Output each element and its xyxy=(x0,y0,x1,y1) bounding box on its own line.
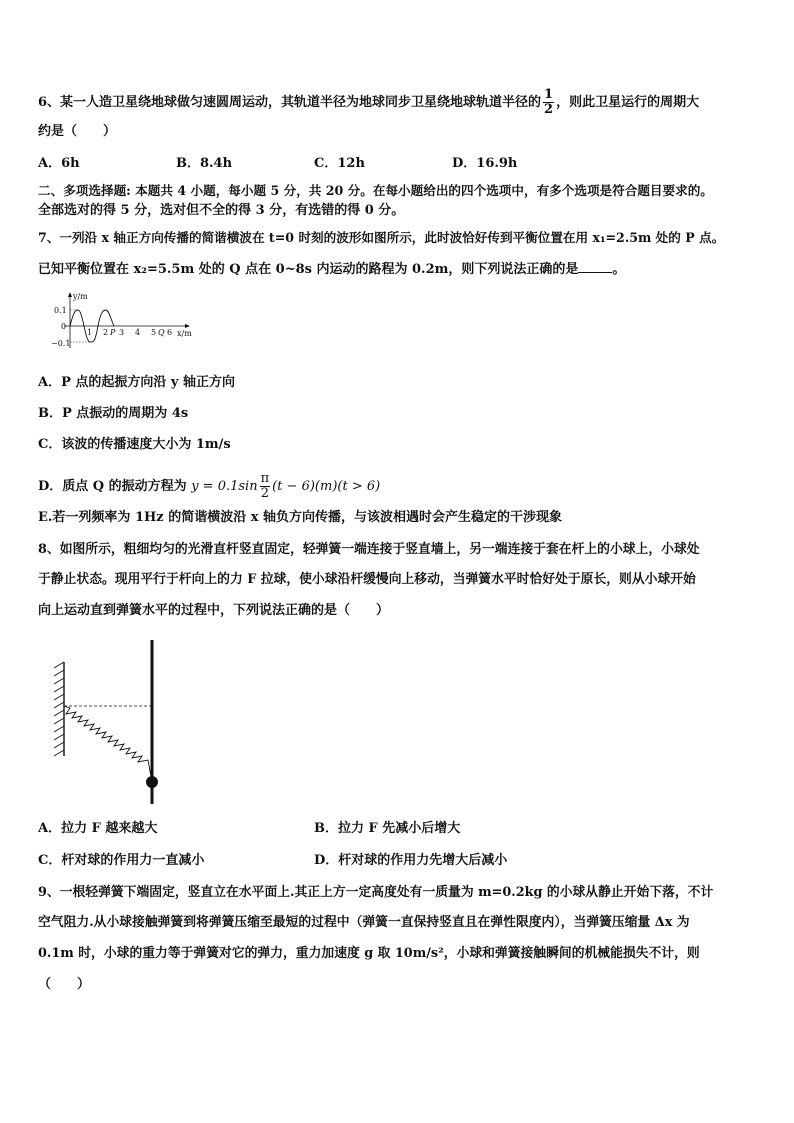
q-label: Q xyxy=(158,328,165,337)
q6-line1 xyxy=(38,88,699,117)
q9-line1: 9、一根轻弹簧下端固定，竖直立在水平面上.其正上方一定高度处有一质量为 m=0.2kg 的小球从静止开始下落，不计 xyxy=(38,885,714,900)
q7-option-e: E.若一列频率为 1Hz 的简谐横波沿 x 轴负方向传播，与该波相遇时会产生稳定的干涉现象 xyxy=(38,510,562,525)
q6-text-a: 6、某一人造卫星绕地球做匀速圆周运动，其轨道半径为地球同步卫星绕地球轨道半径的 xyxy=(38,95,542,110)
x-axis-arrow xyxy=(185,324,190,328)
q6-text-b: ，则此卫星运行的周期大 xyxy=(556,95,700,110)
q8-line3: 向上运动直到弹簧水平的过程中，下列说法正确的是（ ） xyxy=(38,603,390,618)
q6-fraction xyxy=(543,88,554,117)
q8-option-a: A．拉力 F 越来越大 xyxy=(38,821,158,836)
q6-option-d: D．16.9h xyxy=(452,156,518,171)
section2-line1: 二、多项选择题: 本题共 4 小题，每小题 5 分，共 20 分。在每小题给出的四个选项中，有多个选项是符合题目要求的。 xyxy=(38,183,713,198)
q7-equation-b: (t − 6)(m)(t > 6) xyxy=(272,479,381,494)
x-tick-5: 5 xyxy=(151,328,157,337)
q7-option-b: B．P 点振动的周期为 4s xyxy=(38,406,189,421)
x-tick-4: 4 xyxy=(135,328,141,337)
y-tick-top: 0.1 xyxy=(54,306,67,315)
q7-eq-den: 2 xyxy=(260,486,269,501)
q7-eq-num: π xyxy=(260,471,270,486)
q7-equation-fraction xyxy=(260,472,271,501)
q7-line2-text: 已知平衡位置在 x₂=5.5m 处的 Q 点在 0~8s 内运动的路程为 0.2m，则下列说法正确的是 xyxy=(38,262,579,277)
x-tick-1: 1 xyxy=(87,328,93,337)
q7-option-a: A．P 点的起振方向沿 y 轴正方向 xyxy=(38,375,235,390)
wave-graph xyxy=(50,290,210,350)
y-tick-bottom: −0.1 xyxy=(51,339,71,348)
spring xyxy=(64,706,152,782)
q6-option-a: A．6h xyxy=(38,156,80,171)
q6-frac-num: 1 xyxy=(544,87,554,102)
q8-option-b: B．拉力 F 先减小后增大 xyxy=(314,821,461,836)
q7-line1: 7、一列沿 x 轴正方向传播的简谐横波在 t=0 时刻的波形如图所示，此时波恰好传到平衡位置在用 x₁=2.5m 处的 P 点。 xyxy=(38,230,725,245)
q7-line2-end: 。 xyxy=(612,262,626,277)
q8-option-d: D．杆对球的作用力先增大后减小 xyxy=(314,853,508,868)
wall-hatching xyxy=(54,662,64,756)
q9-line3: 0.1m 时，小球的重力等于弹簧对它的弹力，重力加速度 g 取 10m/s²，小球和弹簧接触瞬间的机械能损失不计，则 xyxy=(38,946,700,961)
q7-option-d xyxy=(38,472,380,501)
q7-answer-blank xyxy=(578,260,612,273)
ball xyxy=(146,776,158,788)
x-axis-label: x/m xyxy=(177,329,192,338)
q6-frac-den: 2 xyxy=(544,102,554,117)
y-tick-zero: 0 xyxy=(61,322,67,331)
section2-line2: 全部选对的得 5 分，选对但不全的得 3 分，有选错的得 0 分。 xyxy=(38,203,405,218)
p-label: P xyxy=(110,328,116,337)
q7-equation-a: y = 0.1sin xyxy=(191,479,258,494)
x-tick-2: 2 xyxy=(103,328,109,337)
q8-option-c: C．杆对球的作用力一直减小 xyxy=(38,853,205,868)
y-axis-arrow xyxy=(68,292,72,297)
q6-option-b: B．8.4h xyxy=(176,156,233,171)
q8-line1: 8、如图所示，粗细均匀的光滑直杆竖直固定，轻弹簧一端连接于竖直墙上，另一端连接于套在杆上的小球上，小球处 xyxy=(38,542,700,557)
q6-line2: 约是（ ） xyxy=(38,124,117,139)
q6-option-c: C．12h xyxy=(314,156,365,171)
x-tick-6: 6 xyxy=(167,328,173,337)
q7-option-c: C．该波的传播速度大小为 1m/s xyxy=(38,437,231,452)
x-tick-3: 3 xyxy=(119,328,125,337)
q7-line2 xyxy=(38,260,625,279)
y-axis-label: y/m xyxy=(73,292,88,301)
q8-line2: 于静止状态。现用平行于杆向上的力 F 拉球，使小球沿杆缓慢向上移动，当弹簧水平时恰好处于原长，则从小球开始 xyxy=(38,572,696,587)
q7-option-d-text: D．质点 Q 的振动方程为 xyxy=(38,479,187,494)
spring-rod-figure xyxy=(48,636,188,806)
q9-line2: 空气阻力.从小球接触弹簧到将弹簧压缩至最短的过程中（弹簧一直保持竖直且在弹性限度内），当弹簧压缩量 Δx 为 xyxy=(38,915,690,930)
q9-line4: （ ） xyxy=(38,977,91,992)
